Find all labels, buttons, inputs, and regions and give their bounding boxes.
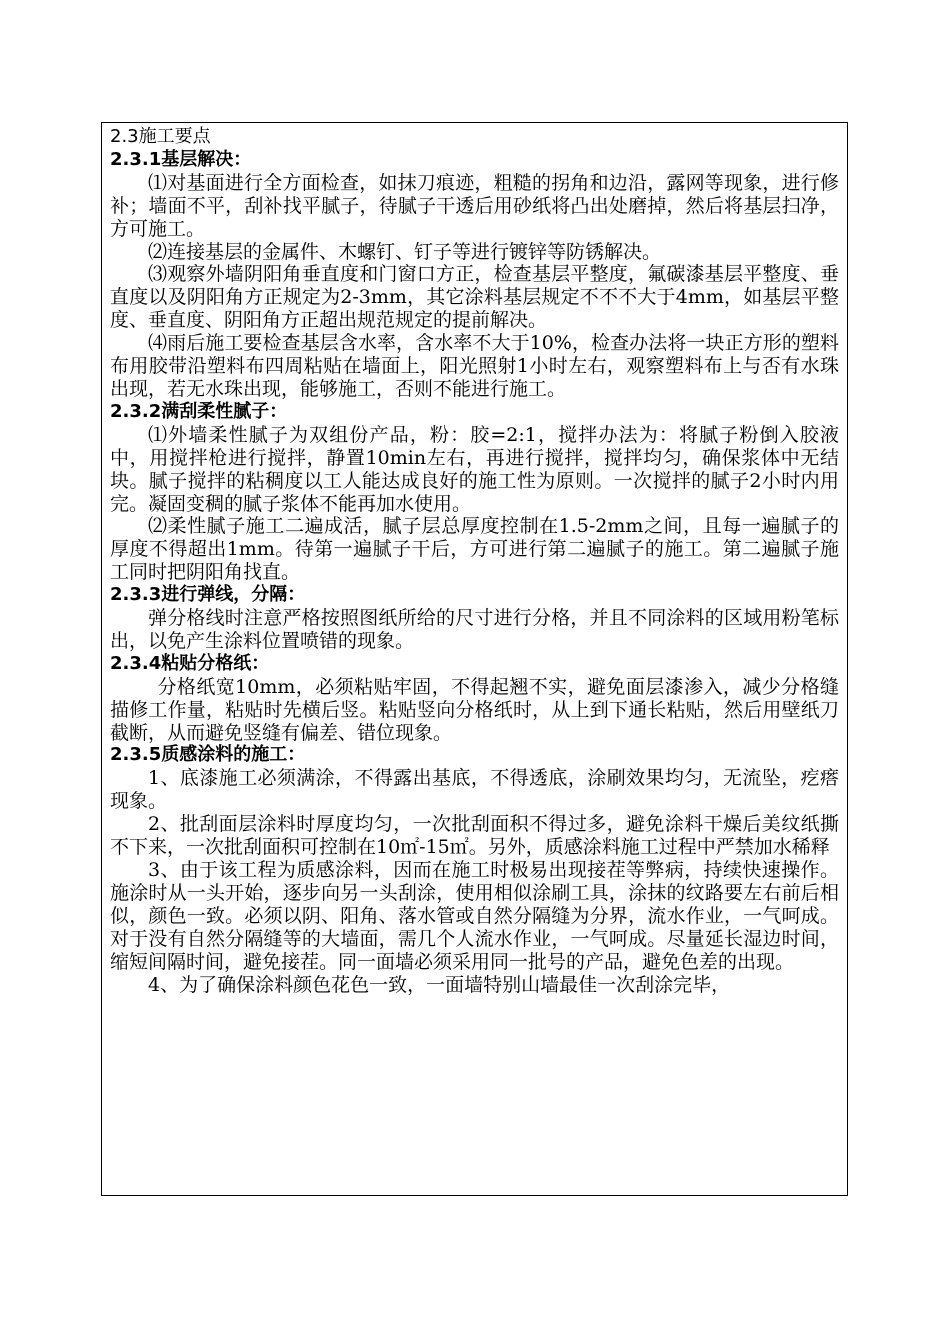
document-frame <box>101 122 848 1196</box>
paragraph: 4、为了确保涂料颜色花色一致，一面墙特别山墙最佳一次刮涂完毕， <box>148 973 731 996</box>
document-content <box>102 123 847 996</box>
subsection-heading-2-3-5: 2.3.5质感涂料的施工： <box>110 744 306 766</box>
subsection-heading-2-3-2: 2.3.2满刮柔性腻子： <box>110 400 288 422</box>
paragraph: ⑶观察外墙阴阳角垂直度和门窗口方正，检查基层平整度，氟碳漆基层平整度、垂直度以及阴阳角方正规定为2-3mm，其它涂料基层规定不不不大于4mm，如基层平整度、垂直度、阴阳角方正超出规范规定的提前解决。 <box>110 263 839 332</box>
paragraph: 3、由于该工程为质感涂料，因而在施工时极易出现接茬等弊病，持续快速操作。施涂时从一头开始，逐步向另一头刮涂，使用相似涂刷工具，涂抹的纹路要左右前后相似，颜色一致。必须以阴、阳角、落水管或自然分隔缝为分界，流水作业，一气呵成。对于没有自然分隔缝等的大墙面，需几个人流水作业，一气呵成。尽量延长湿边时间，缩短间隔时间，避免接茬。同一面墙必须采用同一批号的产品，避免色差的出现。 <box>110 859 839 973</box>
paragraph: 1、底漆施工必须满涂，不得露出基底，不得透底，涂刷效果均匀，无流坠，疙瘩现象。 <box>110 767 839 813</box>
paragraph: ⑵连接基层的金属件、木螺钉、钉子等进行镀锌等防锈解决。 <box>148 240 662 263</box>
paragraph: ⑴外墙柔性腻子为双组份产品，粉：胶=2:1，搅拌办法为：将腻子粉倒入胶液中，用搅拌枪进行搅拌，静置10min左右，再进行搅拌，搅拌均匀，确保浆体中无结块。腻子搅拌的粘稠度以工人能达成良好的施工性为原则。一次搅拌的腻子2小时内用完。凝固变稠的腻子浆体不能再加水使用。 <box>110 423 839 515</box>
paragraph: 分格纸宽10mm，必须粘贴牢固，不得起翘不实，避免面层漆渗入，减少分格缝描修工作量，粘贴时先横后竖。粘贴竖向分格纸时，从上到下通长粘贴，然后用壁纸刀截断，从而避免竖缝有偏差、错位现象。 <box>110 675 839 744</box>
subsection-heading-2-3-1: 2.3.1基层解决： <box>110 148 252 170</box>
paragraph: 2、批刮面层涂料时厚度均匀，一次批刮面积不得过多，避免涂料干燥后美纹纸撕不下来，一次批刮面积可控制在10㎡-15㎡。另外，质感涂料施工过程中严禁加水稀释 <box>110 813 839 859</box>
paragraph: ⑷雨后施工要检查基层含水率，含水率不大于10%，检查办法将一块正方形的塑料布用胶带沿塑料布四周粘贴在墙面上，阳光照射1小时左右，观察塑料布上与否有水珠出现，若无水珠出现，能够施工，否则不能进行施工。 <box>110 332 839 400</box>
subsection-heading-2-3-3: 2.3.3进行弹线，分隔： <box>110 584 306 606</box>
paragraph: ⑴对基面进行全方面检查，如抹刀痕迹，粗糙的拐角和边沿，露网等现象，进行修补；墙面不平，刮补找平腻子，待腻子干透后用砂纸将凸出处磨掉，然后将基层扫净，方可施工。 <box>110 171 839 240</box>
paragraph: 弹分格线时注意严格按照图纸所给的尺寸进行分格，并且不同涂料的区域用粉笔标出，以免产生涂料位置喷错的现象。 <box>110 607 839 652</box>
paragraph: ⑵柔性腻子施工二遍成活，腻子层总厚度控制在1.5-2mm之间，且每一遍腻子的厚度不得超出1mm。待第一遍腻子干后，方可进行第二遍腻子的施工。第二遍腻子施工同时把阴阳角找直。 <box>110 515 839 584</box>
subsection-heading-2-3-4: 2.3.4粘贴分格纸： <box>110 652 270 674</box>
section-title: 2.3施工要点 <box>110 126 211 147</box>
